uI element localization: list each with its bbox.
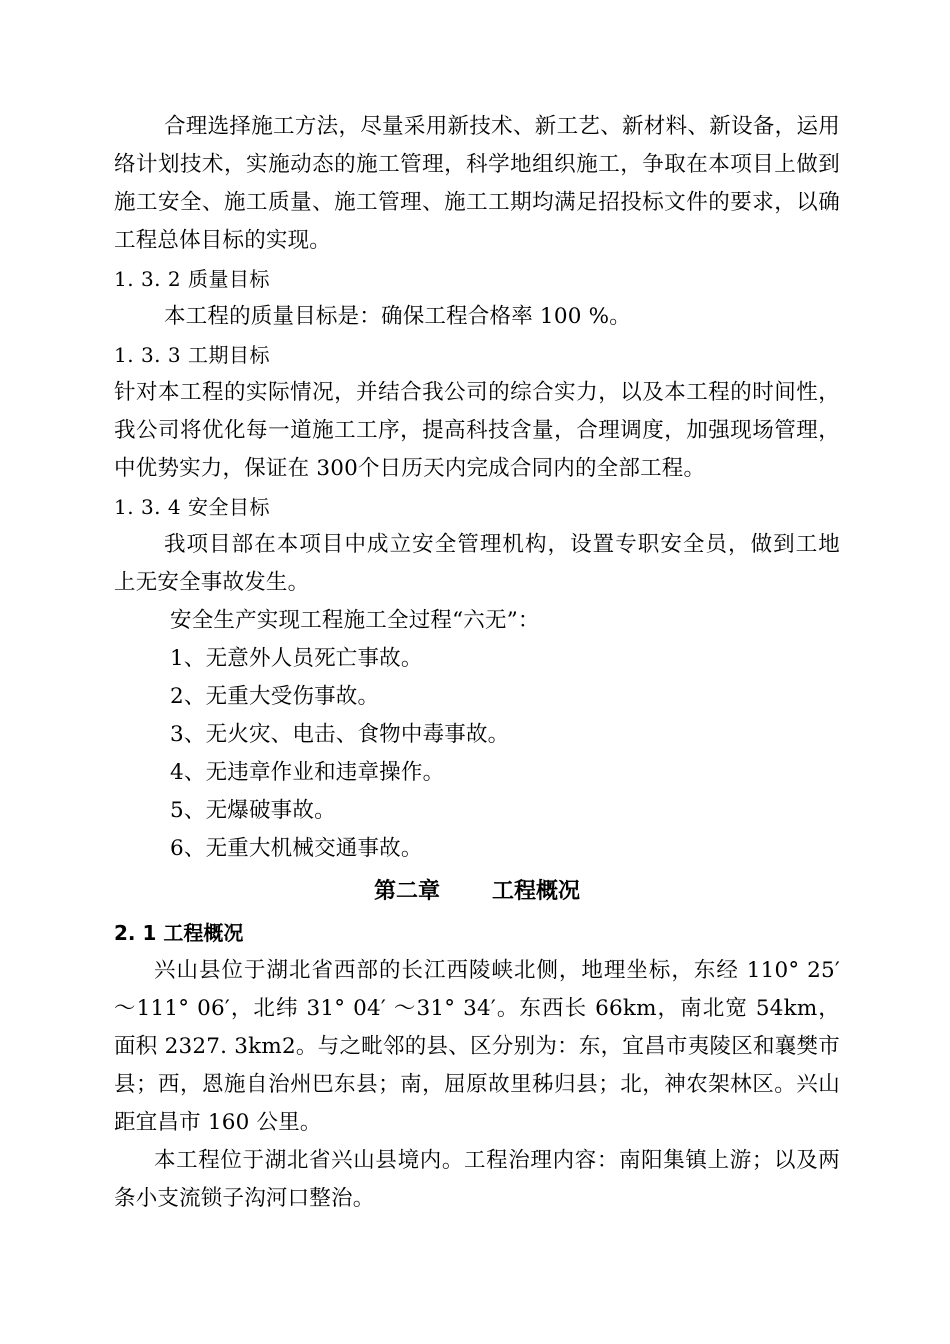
schedule-line-3: 中优势实力，保证在 300个日历天内完成合同内的全部工程。 <box>114 456 706 481</box>
overview-line-3: 面积 2327. 3km2。与之毗邻的县、区分别为：东，宜昌市夷陵区和襄樊市 <box>114 1034 840 1059</box>
para1-line-1: 合理选择施工方法，尽量采用新技术、新工艺、新材料、新设备，运用 <box>164 114 840 139</box>
document-page <box>114 108 840 1218</box>
six-no-item-1: 1、无意外人员死亡事故。 <box>170 646 423 671</box>
section-heading-2-1: 2. 1 工程概况 <box>114 921 244 945</box>
para1-line-3: 施工安全、施工质量、施工管理、施工工期均满足招投标文件的要求，以确 <box>114 190 840 215</box>
six-no-item-4: 4、无违章作业和违章操作。 <box>170 760 445 785</box>
safety-line-1: 我项目部在本项目中成立安全管理机构，设置专职安全员，做到工地 <box>164 532 840 557</box>
location-line-1: 本工程位于湖北省兴山县境内。工程治理内容：南阳集镇上游；以及两 <box>154 1148 840 1173</box>
heading-safety-goal: 1. 3. 4 安全目标 <box>114 495 270 519</box>
safety-line-2: 上无安全事故发生。 <box>114 570 310 595</box>
para1-line-4: 工程总体目标的实现。 <box>114 228 332 253</box>
overview-line-5: 距宜昌市 160 公里。 <box>114 1110 322 1135</box>
overview-line-2: ～111° 06′，北纬 31° 04′ ～31° 34′。东西长 66km，南北宽 54km， <box>114 996 840 1021</box>
chapter-number: 第二章 <box>373 879 440 904</box>
six-no-intro: 安全生产实现工程施工全过程“六无”： <box>170 608 540 633</box>
schedule-line-2: 我公司将优化每一道施工工序，提高科技含量，合理调度，加强现场管理， <box>114 418 840 443</box>
quality-goal-text: 本工程的质量目标是：确保工程合格率 100 %。 <box>164 304 631 329</box>
chapter-title: 工程概况 <box>492 879 581 904</box>
location-line-2: 条小支流锁子沟河口整治。 <box>114 1186 375 1211</box>
schedule-line-1: 针对本工程的实际情况，并结合我公司的综合实力，以及本工程的时间性， <box>114 380 840 405</box>
heading-quality-goal: 1. 3. 2 质量目标 <box>114 267 270 291</box>
six-no-item-5: 5、无爆破事故。 <box>170 798 336 823</box>
overview-line-4: 县；西，恩施自治州巴东县；南，屈原故里秭归县；北，神农架林区。兴山 <box>114 1072 840 1097</box>
six-no-item-2: 2、无重大受伤事故。 <box>170 684 380 709</box>
six-no-item-3: 3、无火灾、电击、食物中毒事故。 <box>170 722 510 747</box>
heading-schedule-goal: 1. 3. 3 工期目标 <box>114 343 270 367</box>
overview-line-1: 兴山县位于湖北省西部的长江西陵峡北侧，地理坐标，东经 110° 25′ <box>154 958 840 983</box>
chapter-heading <box>114 870 840 914</box>
six-no-item-6: 6、无重大机械交通事故。 <box>170 836 423 861</box>
para1-line-2: 络计划技术，实施动态的施工管理，科学地组织施工，争取在本项目上做到 <box>114 152 840 177</box>
